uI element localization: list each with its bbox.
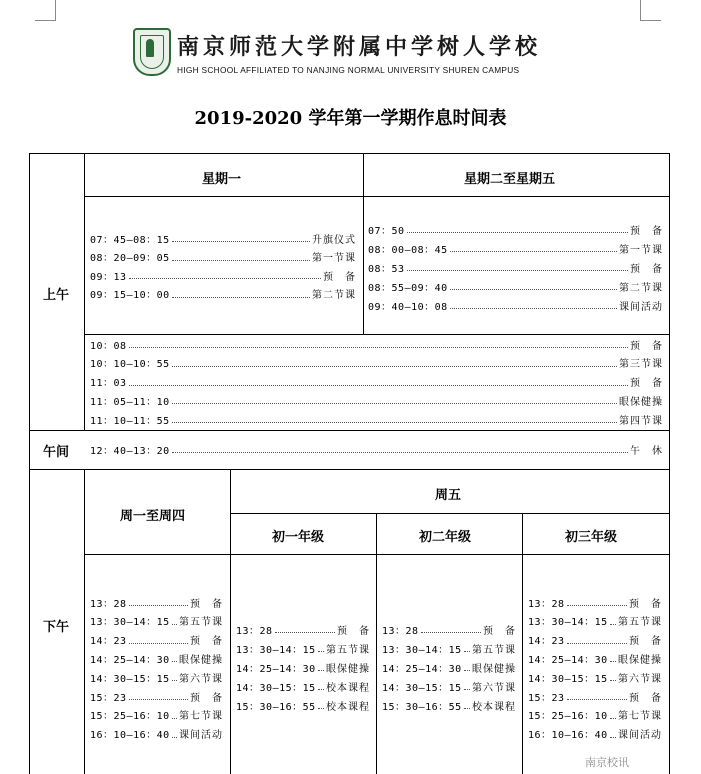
schedule-activity: 课间活动	[179, 730, 223, 742]
schedule-time: 14：25—14：30	[382, 663, 462, 675]
dot-leader	[172, 736, 177, 738]
schedule-activity: 第四节课	[619, 415, 663, 427]
schedule-time: 10：08	[90, 340, 127, 352]
crop-mark-right	[640, 0, 661, 21]
dot-leader	[129, 642, 188, 644]
schedule-row	[90, 266, 356, 284]
dot-leader	[172, 717, 177, 719]
schedule-time: 15：30—16：55	[382, 701, 462, 713]
dot-leader	[172, 365, 617, 367]
schedule-activity: 第五节课	[472, 644, 516, 656]
schedule-activity: 预 备	[323, 271, 356, 283]
schedule-activity: 第七节课	[179, 711, 223, 723]
schedule-row	[90, 248, 356, 266]
schedule-activity: 第一节课	[619, 244, 663, 256]
header-grade1: 初一年级	[272, 530, 325, 545]
schedule-time: 07：50	[368, 225, 405, 237]
schedule-activity: 第五节课	[618, 617, 662, 629]
schedule-row	[382, 620, 516, 638]
schedule-row	[368, 277, 663, 295]
page-title: 2019-2020 学年第一学期作息时间表	[194, 108, 507, 129]
schedule-time: 14：30—15：15	[90, 673, 170, 685]
schedule-activity: 预 备	[630, 340, 663, 352]
schedule-time: 14：25—14：30	[236, 663, 316, 675]
dot-leader	[610, 660, 616, 662]
schedule-time: 11：03	[90, 378, 127, 390]
dot-leader	[407, 231, 628, 233]
schedule-activity: 眼保健操	[326, 663, 370, 675]
schedule-time: 14：23	[528, 636, 565, 648]
schedule-row	[528, 593, 662, 611]
schedule-activity: 预 备	[337, 625, 370, 637]
schedule-time: 13：28	[382, 625, 419, 637]
schedule-row	[90, 229, 356, 247]
dot-leader	[464, 688, 470, 690]
school-logo	[133, 28, 573, 78]
dot-leader	[129, 698, 188, 700]
schedule-activity: 第一节课	[312, 253, 356, 264]
dot-leader	[318, 707, 324, 709]
dot-leader	[450, 250, 617, 252]
schedule-row	[368, 220, 663, 238]
schedule-activity: 眼保健操	[618, 654, 662, 666]
section-label-noon: 午间	[43, 445, 70, 460]
schedule-time: 13：30—14：15	[528, 617, 608, 629]
schedule-activity: 预 备	[630, 263, 663, 275]
schedule-activity: 预 备	[629, 598, 662, 610]
dot-leader	[318, 669, 324, 671]
dot-leader	[464, 707, 470, 709]
schedule-row	[90, 706, 223, 724]
schedule-time: 14：25—14：30	[90, 654, 170, 666]
schedule-activity: 预 备	[483, 625, 516, 637]
dot-leader	[464, 669, 470, 671]
schedule-time: 14：30—15：15	[528, 673, 608, 685]
schedule-activity: 预 备	[190, 692, 223, 704]
dot-leader	[172, 451, 628, 453]
school-name-cn: 南京师范大学附属中学树人学校	[177, 34, 542, 60]
schedule-time: 15：23	[90, 692, 127, 704]
section-label-morning: 上午	[43, 288, 70, 303]
schedule-activity: 眼保健操	[472, 663, 516, 675]
schedule-activity: 第二节课	[312, 290, 356, 301]
schedule-time: 13：28	[528, 598, 565, 610]
schedule-activity: 预 备	[630, 225, 663, 237]
schedule-activity: 第五节课	[179, 617, 223, 629]
dot-leader	[129, 604, 188, 606]
schedule-time: 13：28	[90, 598, 127, 610]
schedule-time: 14：30—15：15	[382, 682, 462, 694]
schedule-activity: 第三节课	[619, 359, 663, 371]
schedule-activity: 课间活动	[619, 301, 663, 313]
schedule-time: 09：15—10：00	[90, 290, 170, 301]
schedule-time: 08：20—09：05	[90, 253, 170, 264]
schedule-time: 15：25—16：10	[528, 711, 608, 723]
header-grade3: 初三年级	[565, 530, 618, 545]
header-tue-fri: 星期二至星期五	[464, 172, 556, 187]
dot-leader	[610, 679, 616, 681]
dot-leader	[172, 259, 310, 261]
schedule-row	[236, 696, 370, 714]
schedule-time: 11：05—11：10	[90, 396, 170, 408]
dot-leader	[318, 650, 324, 652]
schedule-row	[368, 239, 663, 257]
schedule-time: 07：45—08：15	[90, 234, 170, 246]
schedule-row	[368, 258, 663, 276]
schedule-time: 14：23	[90, 636, 127, 648]
schedule-activity: 升旗仪式	[312, 234, 356, 246]
school-name-en: HIGH SCHOOL AFFILIATED TO NANJING NORMAL UNIVERSITY SHUREN CAMPUS	[177, 65, 520, 75]
schedule-row	[90, 410, 663, 428]
schedule-row	[382, 658, 516, 676]
schedule-row	[90, 725, 223, 743]
dot-leader	[172, 296, 310, 298]
header-monday: 星期一	[202, 172, 242, 187]
dot-leader	[450, 307, 617, 309]
schedule-row	[382, 639, 516, 657]
schedule-time: 15：25—16：10	[90, 711, 170, 723]
dot-leader	[407, 269, 628, 271]
dot-leader	[172, 421, 617, 423]
dot-leader	[567, 642, 627, 644]
schedule-row	[368, 296, 663, 314]
schedule-activity: 预 备	[630, 378, 663, 390]
schedule-time: 08：55—09：40	[368, 282, 448, 294]
schedule-row	[90, 440, 663, 458]
schedule-time: 16：10—16：40	[528, 730, 608, 742]
dot-leader	[129, 277, 321, 279]
schedule-time: 12：40—13：20	[90, 445, 170, 457]
dot-leader	[172, 240, 310, 242]
schedule-activity: 校本课程	[472, 701, 516, 713]
dot-leader	[172, 679, 177, 681]
schedule-row	[236, 677, 370, 695]
schedule-activity: 校本课程	[326, 701, 370, 713]
schedule-row	[90, 668, 223, 686]
schedule-row	[90, 354, 663, 372]
schedule-row	[90, 687, 223, 705]
dot-leader	[129, 384, 628, 386]
header-grade2: 初二年级	[419, 530, 472, 545]
schedule-row	[528, 612, 662, 630]
dot-leader	[450, 288, 617, 290]
schedule-time: 15：30—16：55	[236, 701, 316, 713]
schedule-time: 08：53	[368, 263, 405, 275]
schedule-activity: 第七节课	[618, 711, 662, 723]
schedule-row	[528, 649, 662, 667]
dot-leader	[567, 604, 627, 606]
schedule-activity: 第六节课	[618, 673, 662, 685]
schedule-time: 13：30—14：15	[382, 644, 462, 656]
schedule-row	[528, 706, 662, 724]
schedule-time: 13：30—14：15	[90, 617, 170, 629]
schedule-time: 14：25—14：30	[528, 654, 608, 666]
schedule-activity: 第六节课	[179, 673, 223, 685]
schedule-row	[90, 631, 223, 649]
schedule-time: 10：10—10：55	[90, 359, 170, 371]
schedule-activity: 预 备	[629, 692, 662, 704]
schedule-row	[382, 696, 516, 714]
schedule-row	[236, 639, 370, 657]
schedule-time: 16：10—16：40	[90, 730, 170, 742]
schedule-activity: 第六节课	[472, 682, 516, 694]
schedule-activity: 课间活动	[618, 730, 662, 742]
schedule-activity: 第二节课	[619, 282, 663, 294]
dot-leader	[567, 698, 627, 700]
schedule-row	[90, 593, 223, 611]
schedule-time: 13：30—14：15	[236, 644, 316, 656]
dot-leader	[421, 631, 481, 633]
dot-leader	[172, 623, 177, 625]
schedule-activity: 午 休	[630, 445, 663, 457]
dot-leader	[318, 688, 324, 690]
schedule-activity: 预 备	[190, 598, 223, 610]
schedule-activity: 预 备	[629, 636, 662, 648]
section-label-afternoon: 下午	[43, 620, 70, 635]
dot-leader	[610, 717, 616, 719]
schedule-row	[90, 612, 223, 630]
schedule-activity: 预 备	[190, 636, 223, 648]
schedule-row	[236, 658, 370, 676]
crop-mark-left	[35, 0, 56, 21]
schedule-activity: 第五节课	[326, 644, 370, 656]
school-emblem-icon	[133, 28, 171, 76]
schedule-activity: 眼保健操	[179, 654, 223, 666]
header-mon-thu: 周一至周四	[120, 509, 186, 524]
schedule-table	[29, 153, 670, 774]
dot-leader	[275, 631, 335, 633]
schedule-time: 14：30—15：15	[236, 682, 316, 694]
schedule-row	[528, 687, 662, 705]
schedule-time: 11：10—11：55	[90, 415, 170, 427]
schedule-time: 15：23	[528, 692, 565, 704]
schedule-activity: 眼保健操	[619, 396, 663, 408]
dot-leader	[610, 623, 616, 625]
schedule-row	[528, 725, 662, 743]
schedule-row	[528, 631, 662, 649]
schedule-row	[90, 335, 663, 353]
dot-leader	[172, 660, 177, 662]
schedule-time: 09：40—10：08	[368, 301, 448, 313]
schedule-row	[528, 668, 662, 686]
schedule-time: 08：00—08：45	[368, 244, 448, 256]
dot-leader	[464, 650, 470, 652]
schedule-row	[90, 391, 663, 409]
header-friday: 周五	[435, 488, 462, 503]
dot-leader	[610, 736, 616, 738]
schedule-activity: 校本课程	[326, 682, 370, 694]
dot-leader	[172, 402, 617, 404]
schedule-row	[90, 373, 663, 391]
watermark-text: 南京校讯	[585, 756, 629, 769]
schedule-row	[90, 649, 223, 667]
schedule-row	[236, 620, 370, 638]
dot-leader	[129, 346, 628, 348]
schedule-time: 09：13	[90, 271, 127, 283]
schedule-time: 13：28	[236, 625, 273, 637]
schedule-row	[90, 285, 356, 303]
schedule-row	[382, 677, 516, 695]
